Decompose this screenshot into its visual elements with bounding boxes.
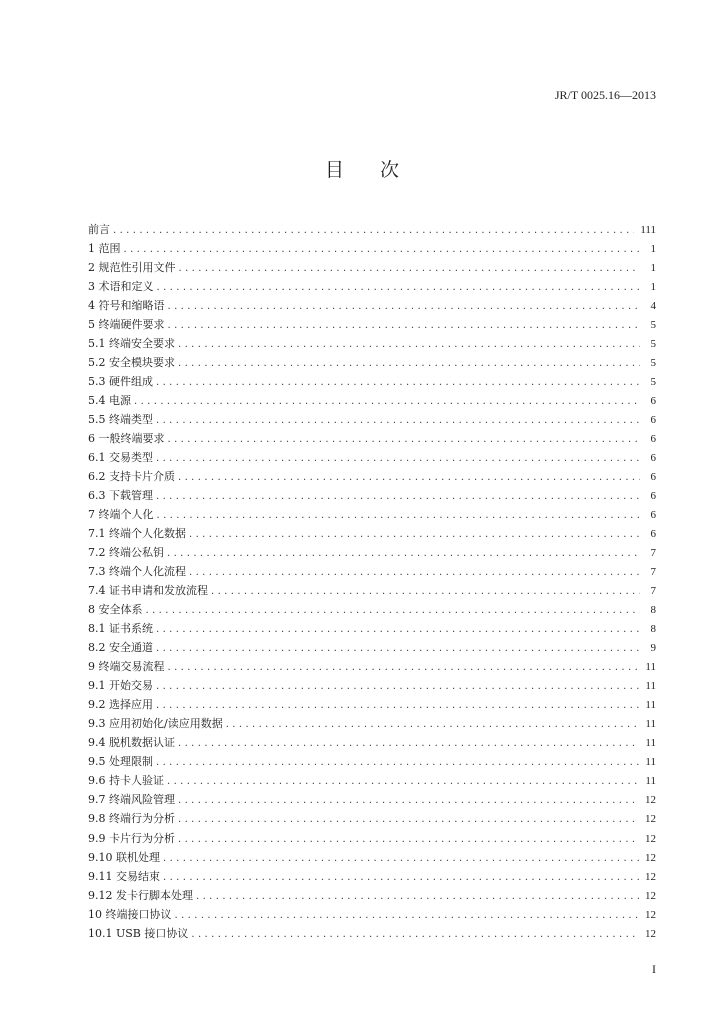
toc-entry[interactable] [88,353,656,372]
toc-entry[interactable] [88,448,656,467]
toc-entry-page: 6 [650,433,656,446]
toc-entry-page: 5 [650,338,656,351]
toc-dot-leader [124,240,641,258]
toc-entry[interactable] [88,486,656,505]
toc-entry-page: 6 [650,471,656,484]
toc-entry[interactable] [88,809,656,828]
toc-entry[interactable] [88,714,656,733]
toc-dot-leader [168,316,641,334]
toc-dot-leader [157,506,641,524]
toc-dot-leader [189,563,640,581]
toc-entry[interactable] [88,886,656,905]
toc-entry-label: 7 终端个人化 [88,508,154,522]
toc-entry-page: 8 [650,623,656,636]
toc-dot-leader [156,639,640,657]
toc-entry-label: 9 终端交易流程 [88,660,165,674]
toc-dot-leader [163,849,639,867]
toc-entry-label: 9.5 处理限制 [88,755,153,769]
toc-entry[interactable] [88,924,656,943]
toc-entry[interactable] [88,372,656,391]
toc-dot-leader [211,582,640,600]
toc-entry-page: 5 [650,319,656,332]
table-of-contents [88,220,656,943]
toc-entry-label: 6 一般终端要求 [88,432,165,446]
toc-entry-page: 12 [645,889,656,902]
toc-entry-page: 7 [650,585,656,598]
toc-entry[interactable] [88,429,656,448]
toc-entry-label: 7.2 终端公私钥 [88,546,164,560]
toc-entry[interactable] [88,600,656,619]
toc-entry-page: 11 [645,718,656,731]
toc-entry[interactable] [88,829,656,848]
toc-entry-page: 6 [650,452,656,465]
toc-dot-leader [167,544,640,562]
toc-entry[interactable] [88,905,656,924]
toc-entry-label: 8 安全体系 [88,603,143,617]
toc-entry-label: 9.7 终端风险管理 [88,793,175,807]
toc-entry-page: 5 [650,376,656,389]
toc-dot-leader [178,734,639,752]
toc-entry-label: 9.8 终端行为分析 [88,812,175,826]
toc-entry-page: 12 [645,927,656,940]
toc-entry-label: 8.1 证书系统 [88,622,153,636]
toc-dot-leader [168,430,641,448]
toc-dot-leader [178,335,640,353]
toc-dot-leader [175,906,640,924]
toc-entry[interactable] [88,752,656,771]
toc-dot-leader [178,830,639,848]
toc-entry-page: 11 [645,775,656,788]
toc-entry-label: 5.3 硬件组成 [88,375,153,389]
toc-entry-page: 4 [650,300,656,313]
toc-entry-label: 9.2 选择应用 [88,698,153,712]
toc-entry-label: 6.3 下载管理 [88,489,153,503]
toc-entry[interactable] [88,391,656,410]
toc-entry[interactable] [88,315,656,334]
toc-entry-page: 11 [645,756,656,769]
toc-entry[interactable] [88,790,656,809]
toc-entry[interactable] [88,277,656,296]
toc-entry-page: 12 [645,832,656,845]
toc-entry-label: 10 终端接口协议 [88,907,172,921]
toc-entry-page: 6 [650,490,656,503]
toc-entry-label: 2 规范性引用文件 [88,261,176,275]
toc-entry-label: 7.3 终端个人化流程 [88,565,186,579]
page-number: I [652,962,656,976]
toc-entry-label: 5.5 终端类型 [88,413,153,427]
toc-entry-page: 12 [645,908,656,921]
toc-entry-label: 5.2 安全模块要求 [88,356,175,370]
toc-entry-label: 9.4 脱机数据认证 [88,736,175,750]
toc-dot-leader [191,925,639,943]
toc-entry[interactable] [88,848,656,867]
toc-dot-leader [156,677,639,695]
toc-entry-page: 111 [640,224,656,236]
toc-entry-page: 1 [650,262,656,275]
toc-entry-label: 6.1 交易类型 [88,451,153,465]
toc-entry-page: 1 [650,243,656,256]
toc-entry[interactable] [88,258,656,277]
toc-entry-page: 11 [645,737,656,750]
toc-entry-page: 11 [645,680,656,693]
toc-dot-leader [178,354,640,372]
standard-code: JR/T 0025.16—2013 [554,88,656,102]
toc-dot-leader [163,868,639,886]
toc-dot-leader [196,887,639,905]
toc-entry[interactable] [88,524,656,543]
toc-entry[interactable] [88,562,656,581]
toc-entry[interactable] [88,619,656,638]
toc-entry-page: 1 [650,281,656,294]
toc-entry-label: 9.12 发卡行脚本处理 [88,888,193,902]
toc-entry[interactable] [88,771,656,790]
toc-dot-leader [156,487,640,505]
toc-entry-label: 6.2 支持卡片介质 [88,470,175,484]
toc-entry-label: 7.4 证书申请和发放流程 [88,584,208,598]
toc-entry[interactable] [88,581,656,600]
toc-entry-label: 3 术语和定义 [88,280,154,294]
toc-dot-leader [167,772,639,790]
toc-entry-page: 6 [650,395,656,408]
toc-entry-label: 9.1 开始交易 [88,679,153,693]
toc-entry[interactable] [88,505,656,524]
toc-entry[interactable] [88,296,656,315]
toc-entry[interactable] [88,467,656,486]
toc-entry-label: 9.3 应用初始化/读应用数据 [88,717,223,731]
toc-dot-leader [178,791,639,809]
toc-entry[interactable] [88,657,656,676]
page-title: 目次 [324,159,435,181]
toc-entry[interactable] [88,543,656,562]
toc-entry-label: 9.10 联机处理 [88,850,160,864]
toc-entry-page: 12 [645,813,656,826]
toc-entry-page: 12 [645,870,656,883]
toc-entry-label: 5.1 终端安全要求 [88,337,175,351]
toc-entry-page: 11 [645,661,656,674]
toc-dot-leader [226,715,640,733]
toc-dot-leader [156,373,640,391]
toc-entry-page: 6 [650,528,656,541]
toc-entry[interactable] [88,733,656,752]
toc-dot-leader [178,468,640,486]
toc-entry-label: 10.1 USB 接口协议 [88,926,189,940]
toc-entry-label: 4 符号和缩略语 [88,299,165,313]
toc-entry-page: 6 [650,414,656,427]
toc-dot-leader [156,411,640,429]
toc-entry-page: 5 [650,357,656,370]
toc-entry[interactable] [88,220,656,239]
toc-dot-leader [146,601,641,619]
toc-entry-label: 9.9 卡片行为分析 [88,831,175,845]
toc-entry-label: 1 范围 [88,242,121,256]
toc-dot-leader [189,525,640,543]
toc-entry-page: 8 [650,604,656,617]
toc-dot-leader [168,658,640,676]
toc-entry-label: 9.11 交易结束 [88,869,160,883]
toc-entry[interactable] [88,676,656,695]
toc-entry[interactable] [88,638,656,657]
toc-entry-page: 12 [645,851,656,864]
toc-dot-leader [179,259,641,277]
toc-entry-page: 11 [645,699,656,712]
toc-entry-label: 5 终端硬件要求 [88,318,165,332]
toc-entry-page: 9 [650,642,656,655]
toc-entry[interactable] [88,695,656,714]
toc-entry-label: 前言 [88,223,110,236]
toc-entry[interactable] [88,410,656,429]
toc-dot-leader [156,449,640,467]
toc-dot-leader [113,221,634,239]
toc-entry[interactable] [88,334,656,353]
toc-dot-leader [134,392,640,410]
toc-dot-leader [168,297,641,315]
toc-entry-page: 7 [650,547,656,560]
toc-entry-page: 7 [650,566,656,579]
toc-entry-label: 9.6 持卡人验证 [88,774,164,788]
toc-dot-leader [156,620,640,638]
toc-entry-label: 8.2 安全通道 [88,641,153,655]
toc-dot-leader [178,810,639,828]
toc-entry[interactable] [88,867,656,886]
toc-dot-leader [157,278,641,296]
toc-entry-label: 5.4 电源 [88,394,131,408]
toc-entry[interactable] [88,239,656,258]
toc-dot-leader [156,696,639,714]
toc-entry-page: 6 [650,509,656,522]
toc-entry-label: 7.1 终端个人化数据 [88,527,186,541]
toc-entry-page: 12 [645,794,656,807]
toc-dot-leader [156,753,639,771]
